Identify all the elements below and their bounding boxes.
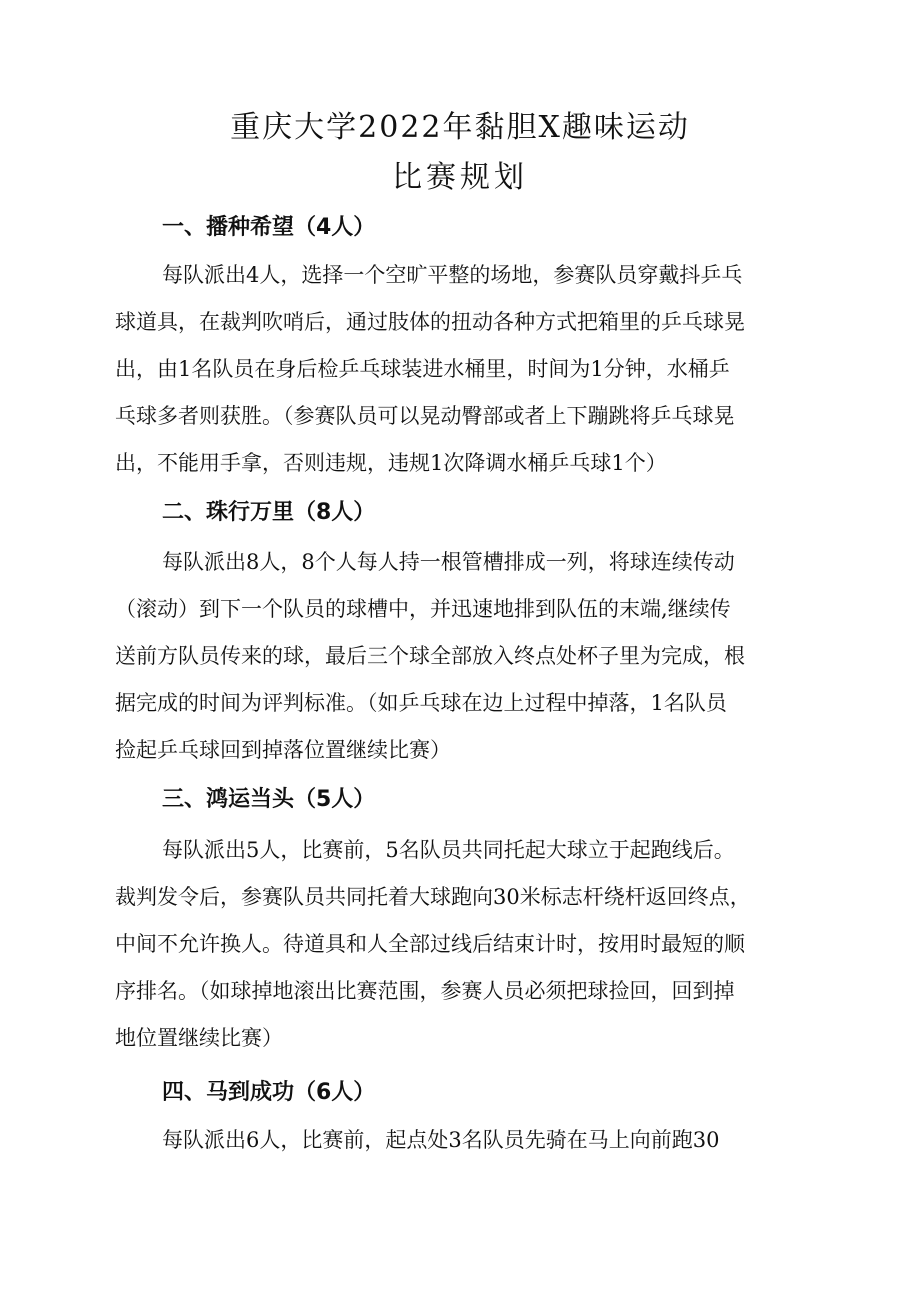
paragraph-line: 每队派出8人，8个人每人持一根管槽排成一列，将球连续传动 [162, 550, 735, 574]
paragraph-line: 据完成的时间为评判标准。（如乒乓球在边上过程中掉落，1名队员 [115, 691, 727, 715]
paragraph-line: 每队派出5人，比赛前，5名队员共同托起大球立于起跑线后。 [162, 838, 735, 862]
paragraph-line: 球道具，在裁判吹哨后，通过肢体的扭动各种方式把箱里的乒乓球晃 [115, 310, 745, 334]
section-heading-2: 二、珠行万里（8人） [162, 500, 376, 525]
paragraph-line: 出，由1名队员在身后检乒乓球装进水桶里，时间为1分钟，水桶乒 [115, 357, 730, 381]
paragraph-line: 每队派出4人，选择一个空旷平整的场地，参赛队员穿戴抖乒乓 [162, 263, 743, 287]
paragraph-line: 乓球多者则获胜。（参赛队员可以晃动臀部或者上下蹦跳将乒乓球晃 [115, 404, 735, 428]
document-subtitle: 比赛规划 [392, 160, 528, 195]
document-title: 重庆大学2022年黏胆X趣味运动 [230, 110, 690, 145]
paragraph-line: 裁判发令后，参赛队员共同托着大球跑向30米标志杆绕杆返回终点， [115, 885, 751, 909]
paragraph-line: 送前方队员传来的球，最后三个球全部放入终点处杯子里为完成，根 [115, 644, 745, 668]
paragraph-line: 每队派出6人，比赛前，起点处3名队员先骑在马上向前跑30 [162, 1128, 720, 1152]
paragraph-line: 序排名。（如球掉地滚出比赛范围，参赛人员必须把球捡回，回到掉 [115, 979, 735, 1003]
paragraph-line: 中间不允许换人。待道具和人全部过线后结束计时，按用时最短的顺 [115, 932, 745, 956]
section-heading-1: 一、播种希望（4人） [162, 215, 376, 240]
paragraph-line: （滚动）到下一个队员的球槽中，并迅速地排到队伍的末端,继续传 [115, 597, 731, 621]
paragraph-line: 地位置继续比赛） [115, 1026, 283, 1050]
section-heading-4: 四、马到成功（6人） [162, 1080, 376, 1105]
paragraph-line: 捡起乒乓球回到掉落位置继续比赛） [115, 738, 451, 762]
section-heading-3: 三、鸿运当头（5人） [162, 787, 376, 812]
paragraph-line: 出，不能用手拿，否则违规，违规1次降调水桶乒乓球1个） [115, 451, 667, 475]
